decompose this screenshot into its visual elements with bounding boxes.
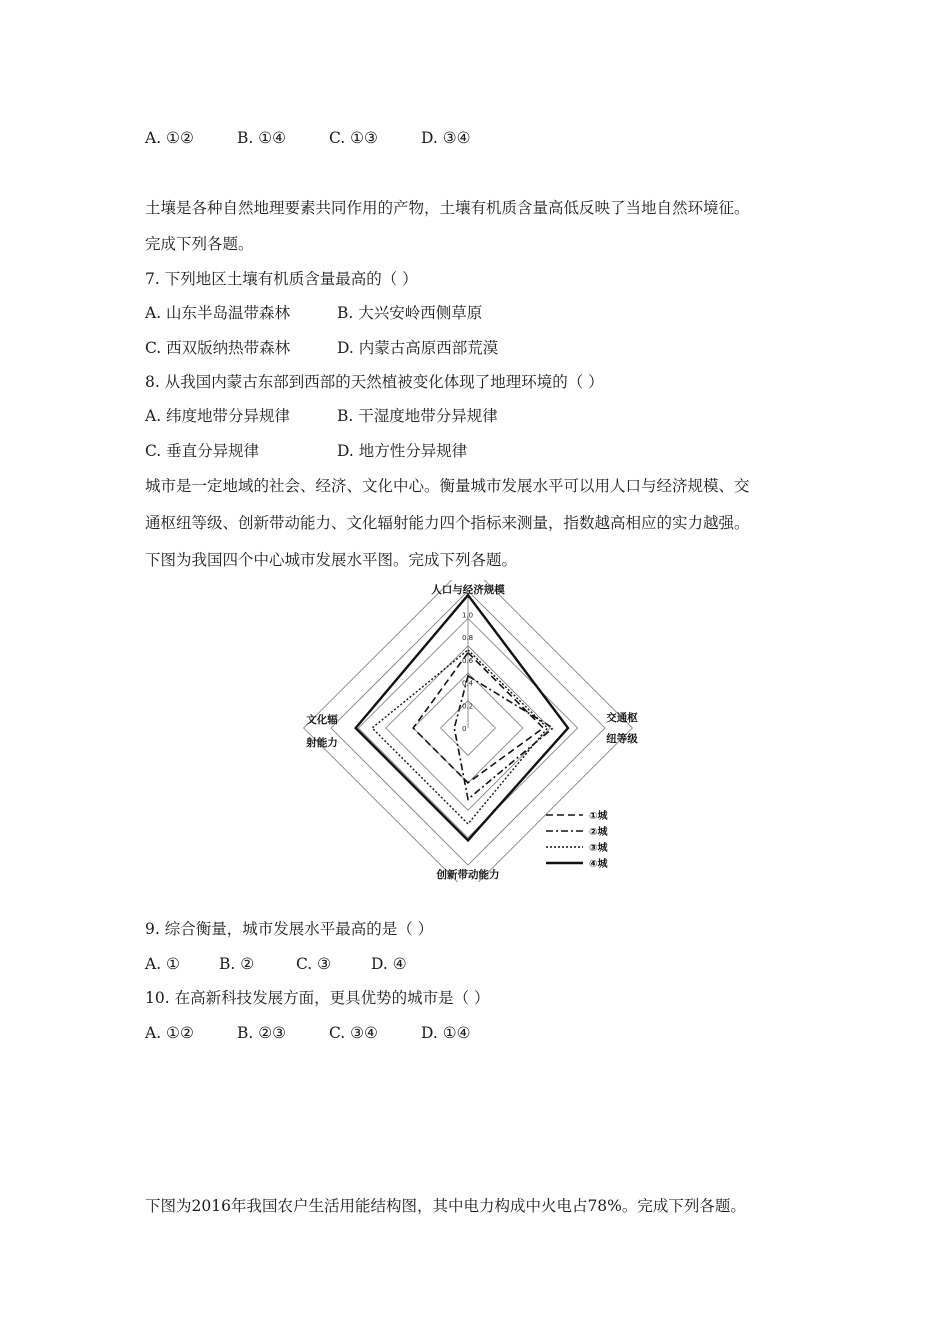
tick-label-1-0: 1.0 [462, 611, 474, 620]
q9-option-a: A. ① [145, 955, 180, 973]
legend-label-3: ③城 [589, 843, 608, 854]
axis-label-bottom: 创新带动能力 [436, 869, 500, 881]
q7-option-b: B. 大兴安岭西侧草原 [337, 304, 483, 322]
q6-option-d: D. ③④ [421, 129, 471, 147]
q10-option-c: C. ③④ [329, 1024, 378, 1042]
q6-option-a: A. ①② [145, 129, 194, 147]
series-2-polygon [454, 676, 553, 799]
q8-option-d: D. 地方性分异规律 [337, 442, 468, 460]
q8-options-row-1 [145, 405, 498, 427]
legend-label-4: ④城 [589, 859, 608, 870]
axis-label-right-line-2: 纽等级 [606, 733, 638, 745]
q10-stem: 10. 在高新科技发展方面，更具优势的城市是（ ） [145, 989, 490, 1007]
city-development-radar-chart [296, 580, 660, 882]
q8-option-a: A. 纬度地带分异规律 [145, 407, 291, 425]
q9-option-c: C. ③ [296, 955, 332, 973]
q6-option-c: C. ①③ [329, 129, 378, 147]
radar-chart-svg [296, 580, 660, 882]
legend-label-2: ②城 [589, 827, 608, 838]
legend-label-1: ①城 [589, 811, 608, 822]
q10-option-b: B. ②③ [237, 1024, 287, 1042]
q7-stem: 7. 下列地区土壤有机质含量最高的（ ） [145, 270, 418, 288]
axis-label-left-line-1: 文化辐 [306, 714, 338, 726]
tick-label-0-2: 0.2 [462, 702, 474, 711]
passage2-line-2: 通枢纽等级、创新带动能力、文化辐射能力四个指标来测量，指数越高相应的实力越强。 [145, 514, 750, 532]
axis-label-right-line-1: 交通枢 [606, 712, 638, 724]
tick-label-0-8: 0.8 [462, 634, 474, 643]
q9-option-d: D. ④ [371, 955, 407, 973]
q7-options-row-1 [145, 302, 482, 324]
chart-legend [546, 809, 608, 870]
q10-options [145, 1022, 471, 1044]
q9-options [145, 953, 407, 975]
passage3: 下图为2016年我国农户生活用能结构图，其中电力构成中火电占78%。完成下列各题。 [145, 1197, 746, 1215]
tick-label-0-6: 0.6 [462, 656, 474, 665]
q9-stem: 9. 综合衡量，城市发展水平最高的是（ ） [145, 920, 434, 938]
passage2-line-1: 城市是一定地域的社会、经济、文化中心。衡量城市发展水平可以用人口与经济规模、交 [145, 477, 750, 495]
q8-options-row-2 [145, 440, 467, 462]
q7-option-c: C. 西双版纳热带森林 [145, 339, 291, 357]
q10-option-d: D. ①④ [421, 1024, 471, 1042]
axis-label-left-line-2: 射能力 [306, 737, 338, 749]
q8-option-c: C. 垂直分异规律 [145, 442, 260, 460]
axis-label-top: 人口与经济规模 [431, 584, 505, 596]
q7-options-row-2 [145, 337, 498, 359]
series-1-polygon [413, 653, 543, 783]
q9-option-b: B. ② [219, 955, 255, 973]
q8-option-b: B. 干湿度地带分异规律 [337, 407, 498, 425]
tick-label-0-4: 0.4 [462, 679, 474, 688]
q10-option-a: A. ①② [145, 1024, 194, 1042]
tick-label-0: 0 [462, 725, 467, 733]
passage1-line-2: 完成下列各题。 [145, 235, 254, 253]
q6-option-b: B. ①④ [237, 129, 287, 147]
q6-options [145, 127, 471, 149]
q8-stem: 8. 从我国内蒙古东部到西部的天然植被变化体现了地理环境的（ ） [145, 373, 604, 391]
passage1-line-1: 土壤是各种自然地理要素共同作用的产物，土壤有机质含量高低反映了当地自然环境征。 [145, 199, 750, 217]
q7-option-a: A. 山东半岛温带森林 [145, 304, 291, 322]
q7-option-d: D. 内蒙古高原西部荒漠 [337, 339, 499, 357]
passage2-line-3: 下图为我国四个中心城市发展水平图。完成下列各题。 [145, 551, 518, 569]
